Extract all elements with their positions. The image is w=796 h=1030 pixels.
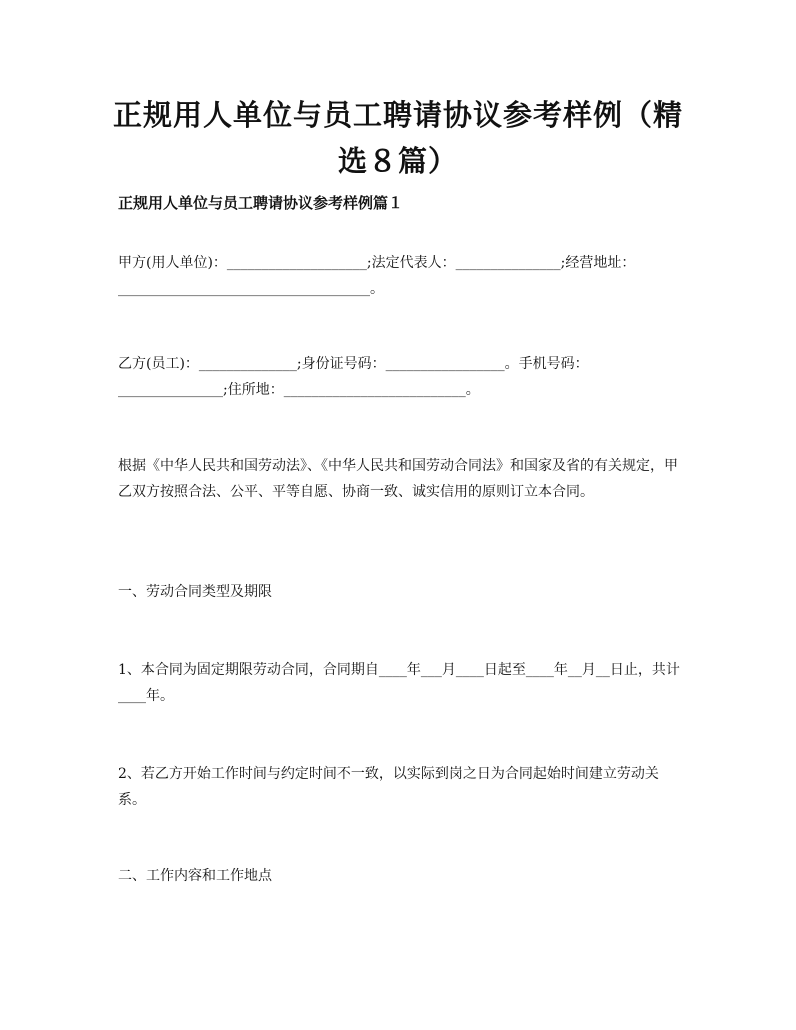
clause-heading-2: 二、工作内容和工作地点 [118, 868, 272, 884]
document-title: 正规用人单位与员工聘请协议参考样例（精选８篇） [112, 98, 683, 178]
clause-1-2: 2、若乙方开始工作时间与约定时间不一致，以实际到岗之日为合同起始时间建立劳动关系。 [118, 766, 659, 808]
party-b-paragraph: 乙方(员工)：______________;身份证号码：_________________。手机号码：_______________;住所地：__________________________。 [118, 356, 589, 398]
clause-heading-1: 一、劳动合同类型及期限 [118, 584, 272, 600]
legal-basis-paragraph: 根据《中华人民共和国劳动法》、《中华人民共和国劳动合同法》和国家及省的有关规定，甲乙双方按照合法、公平、平等自愿、协商一致、诚实信用的原则订立本合同。 [118, 458, 678, 500]
party-a-paragraph: 甲方(用人单位)：____________________;法定代表人：_______________;经营地址：____________________________________。 [118, 255, 636, 297]
clause-1-1: 1、本合同为固定期限劳动合同，合同期自____年___月____日起至____年__月__日止，共计____年。 [118, 662, 680, 704]
section-title: 正规用人单位与员工聘请协议参考样例篇１ [118, 194, 404, 212]
